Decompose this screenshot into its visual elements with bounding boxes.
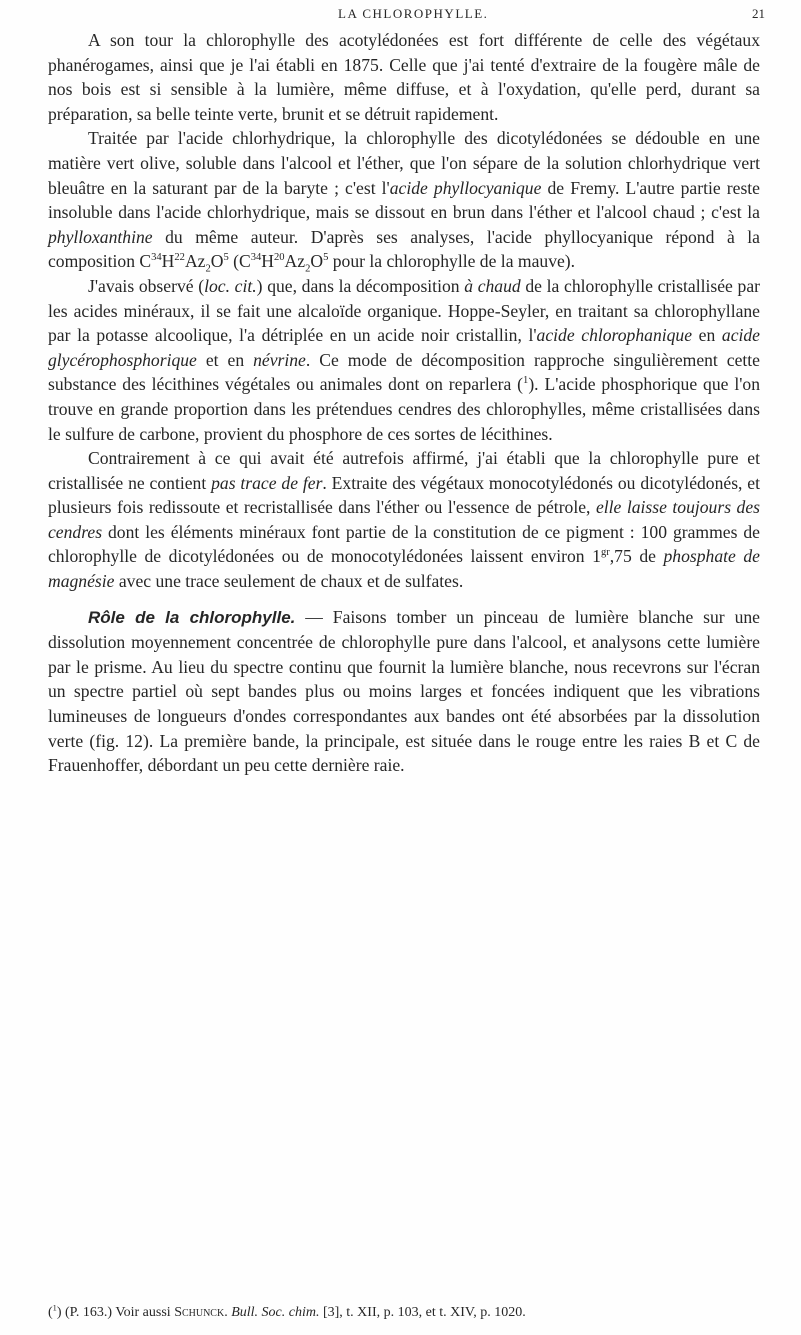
italic-text: à chaud — [464, 275, 521, 296]
italic-text: elle laisse toujours des cendres — [48, 497, 760, 542]
text-run: avec une trace seulement de chaux et de sulfates. — [114, 571, 464, 592]
superscript: 34 — [250, 252, 262, 264]
text-run: et en — [196, 349, 254, 370]
text-run: O — [310, 251, 324, 272]
italic-text: acide glycérophosphorique — [48, 325, 760, 370]
italic-text: pas trace de fer — [211, 472, 323, 493]
italic-text: Bull. Soc. chim. — [231, 1305, 320, 1320]
text-run: ,75 de — [609, 546, 664, 567]
text-run: [3], t. XII, p. 103, et t. XIV, p. 1020. — [319, 1305, 526, 1320]
paragraph — [48, 28, 760, 126]
body-text — [48, 28, 760, 778]
text-run: ) (P. 163.) Voir aussi — [56, 1305, 175, 1320]
text-run: — Faisons tomber un pinceau de lumière blanche sur une dissolution moyennement concentrée de chlorophylle pure dans l'alcool, et analysons cette lumière par le prisme. Au lieu du spectre continu que fournit la lumière blanche, nous recevrons sur l'écran un spectre partiel où sept bandes plus ou moins larges et foncées indiquent que les vibrations lumineuses de longueurs d'ondes correspondantes aux bandes ont été absorbées par la dissolution verte (fig. 12). La première bande, la principale, est située dans le rouge entre les raies B et C de Frauenhoffer, débordant un peu cette dernière raie. — [48, 606, 760, 776]
text-run: . — [224, 1305, 232, 1320]
superscript: 5 — [223, 252, 229, 264]
text-run: H — [261, 251, 274, 272]
text-run: (C — [228, 251, 251, 272]
subscript: 2 — [305, 263, 311, 275]
superscript: 1 — [523, 375, 529, 387]
text-run: en — [692, 325, 722, 346]
superscript: 5 — [323, 252, 329, 264]
text-run: A son tour la chlorophylle des acotylédonées est fort différente de celle des végétaux phanérogames, ainsi que je l'ai établi en 1875. Celle que j'ai tenté d'extraire de la fougère mâle de nos bois est si sensible à la lumière, même diffuse, et à l'oxydation, qu'elle perd, durant sa préparation, sa belle teinte verte, brunit et se détruit rapidement. — [48, 30, 760, 124]
superscript: 34 — [151, 252, 162, 264]
text-run: O — [210, 251, 224, 272]
italic-text: phosphate de magnésie — [48, 546, 760, 592]
paragraph — [48, 446, 760, 594]
page-number: 21 — [752, 6, 765, 21]
italic-text: loc. cit. — [204, 275, 257, 296]
text-run: du même auteur. D'après ses analyses, l'acide phyllocyanique répond à la composition C — [48, 226, 760, 272]
italic-text: phylloxanthine — [48, 226, 153, 247]
text-run: . Ce mode de décomposition rapproche singulièrement cette substance des lécithines végétales ou animales dont on reparlera ( — [48, 349, 760, 395]
text-run: pour la chlorophylle de la mauve). — [328, 251, 576, 272]
text-run: ( — [48, 1305, 53, 1320]
text-run: Az — [184, 251, 206, 272]
section-title: Rôle de la chlorophylle. — [88, 607, 296, 627]
text-run: Traitée par l'acide chlorhydrique, la chlorophylle des dicotylédonées se dédouble en une matière vert olive, soluble dans l'alcool et l'éther, que l'on sépare de la solution chlorhydrique vert bleuâtre en la saturant par de la baryte ; c'est l' — [48, 128, 760, 198]
text-run: Az — [284, 251, 306, 272]
text-run: dont les éléments minéraux font partie de la constitution de ce pigment : 100 grammes de chlorophylle de dicotylédonées ou de monocotylédonées laissent environ 1 — [48, 521, 760, 567]
text-run: ). L'acide phosphorique que l'on trouve en grande proportion dans les prétendues cendres des chlorophylles, même cristallisées dans le sulfure de carbone, provient du phosphore de ces sortes de lécithines. — [48, 374, 760, 444]
running-head: LA CHLOROPHYLLE. — [338, 6, 489, 21]
superscript: 20 — [274, 252, 285, 264]
text-run: J'avais observé ( — [88, 275, 205, 296]
text-run: Contrairement à ce qui avait été autrefois affirmé, j'ai établi que la chlorophylle pure et cristallisée ne contient — [48, 448, 760, 493]
superscript: 22 — [174, 252, 185, 264]
text-run: H — [161, 251, 175, 272]
text-run: de la chlorophylle cristallisée par les acides minéraux, il se fait une alcaloïde organique. Hoppe-Seyler, en traitant sa chlorophyllane par la potasse alcoolique, l'a détriplée en un acide noir cristallin, l' — [48, 275, 760, 346]
paragraph — [48, 274, 760, 446]
page-header — [0, 4, 801, 26]
section-paragraph — [48, 605, 760, 778]
italic-text: acide chlorophanique — [536, 325, 693, 346]
paragraph — [48, 126, 760, 274]
footnote — [48, 1304, 760, 1322]
text-run: . Extraite des végétaux monocotylédonés ou dicotylédonés, et plusieurs fois redissoute et recristallisée dans l'éther ou l'essence de pétrole, — [48, 472, 760, 518]
italic-text: acide phyllocyanique — [389, 177, 542, 198]
superscript: gr — [600, 547, 610, 559]
text-run: Schunck — [174, 1305, 225, 1320]
italic-text: névrine — [253, 349, 306, 370]
text-run: ) que, dans la décomposition — [256, 275, 465, 296]
text-run: de Fremy. L'autre partie reste insoluble dans l'acide chlorhydrique, mais se dissout en brun dans l'éther et l'alcool chaud ; c'est la — [48, 177, 760, 223]
superscript: 1 — [52, 1303, 57, 1313]
subscript: 2 — [205, 263, 211, 275]
